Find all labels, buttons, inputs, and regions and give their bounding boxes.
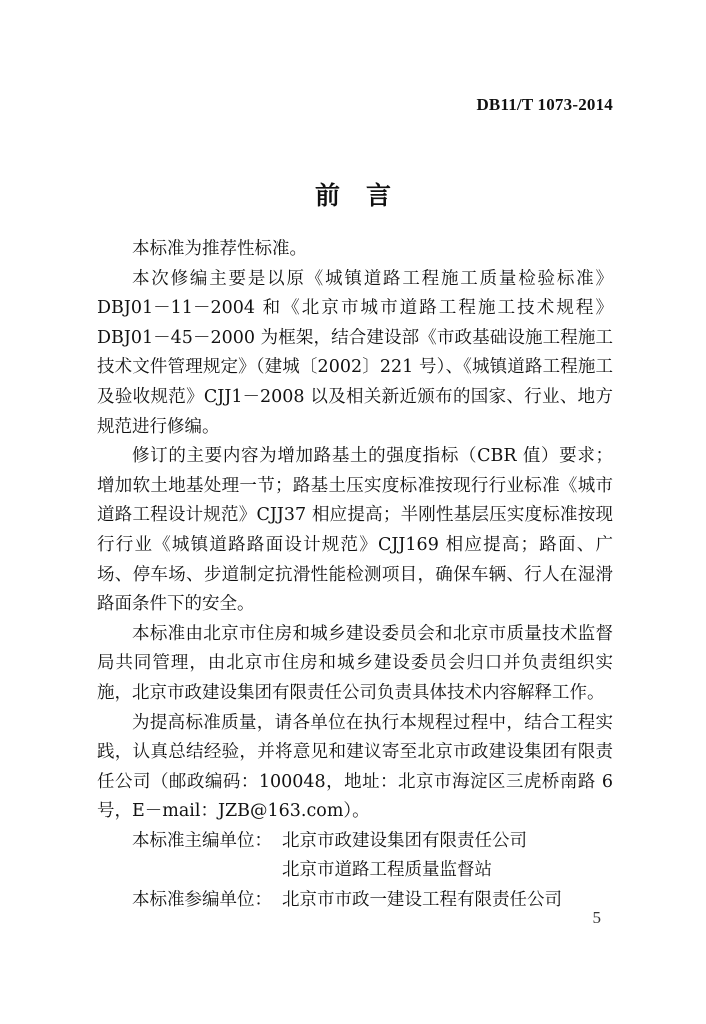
paragraph-5: 为提高标准质量，请各单位在执行本规程过程中，结合工程实践，认真总结经验，并将意见和建议寄至北京市政建设集团有限责任公司（邮政编码：100048，地址：北京市海淀区三虎桥南路 6 号，E－mail：JZB@163.com）。 <box>97 712 613 822</box>
participating-list <box>282 886 562 916</box>
document-body <box>97 235 613 916</box>
participating-label: 本标准参编单位： <box>132 890 272 911</box>
participating-units <box>97 886 613 916</box>
chief-editor-units <box>97 827 613 886</box>
chief-editor-label: 本标准主编单位： <box>132 830 272 851</box>
chief-editor-list <box>282 827 527 886</box>
chief-editor-unit: 北京市道路工程质量监督站 <box>282 860 492 881</box>
page-number: 5 <box>592 908 601 927</box>
standard-code: DB11/T 1073-2014 <box>476 95 613 114</box>
page-title: 前言 <box>314 181 417 210</box>
paragraph-1: 本标准为推荐性标准。 <box>132 239 307 259</box>
participating-unit: 北京市市政一建设工程有限责任公司 <box>282 890 562 911</box>
paragraph-3: 修订的主要内容为增加路基土的强度指标（CBR 值）要求；增加软土地基处理一节；路基土压实度标准按现行行业标准《城市道路工程设计规范》CJJ37 相应提高；半刚性基层压实度标准按现行行业《城镇道路路面设计规范》CJJ169 相应提高；路面、广场、停车场、步道制定抗滑性能检测项目，确保车辆、行人在湿滑路面条件下的安全。 <box>97 446 613 615</box>
chief-editor-unit: 北京市政建设集团有限责任公司 <box>282 830 527 851</box>
paragraph-2: 本次修编主要是以原《城镇道路工程施工质量检验标准》DBJ01－11－2004 和《北京市城市道路工程施工技术规程》DBJ01－45－2000 为框架，结合建设部《市政基础设施工程施工技术文件管理规定》（建城〔2002〕221 号）、《城镇道路工程施工及验收规范》CJJ1－2008 以及相关新近颁布的国家、行业、地方规范进行修编。 <box>97 268 613 437</box>
paragraph-4: 本标准由北京市住房和城乡建设委员会和北京市质量技术监督局共同管理，由北京市住房和城乡建设委员会归口并负责组织实施，北京市政建设集团有限责任公司负责具体技术内容解释工作。 <box>97 623 613 703</box>
